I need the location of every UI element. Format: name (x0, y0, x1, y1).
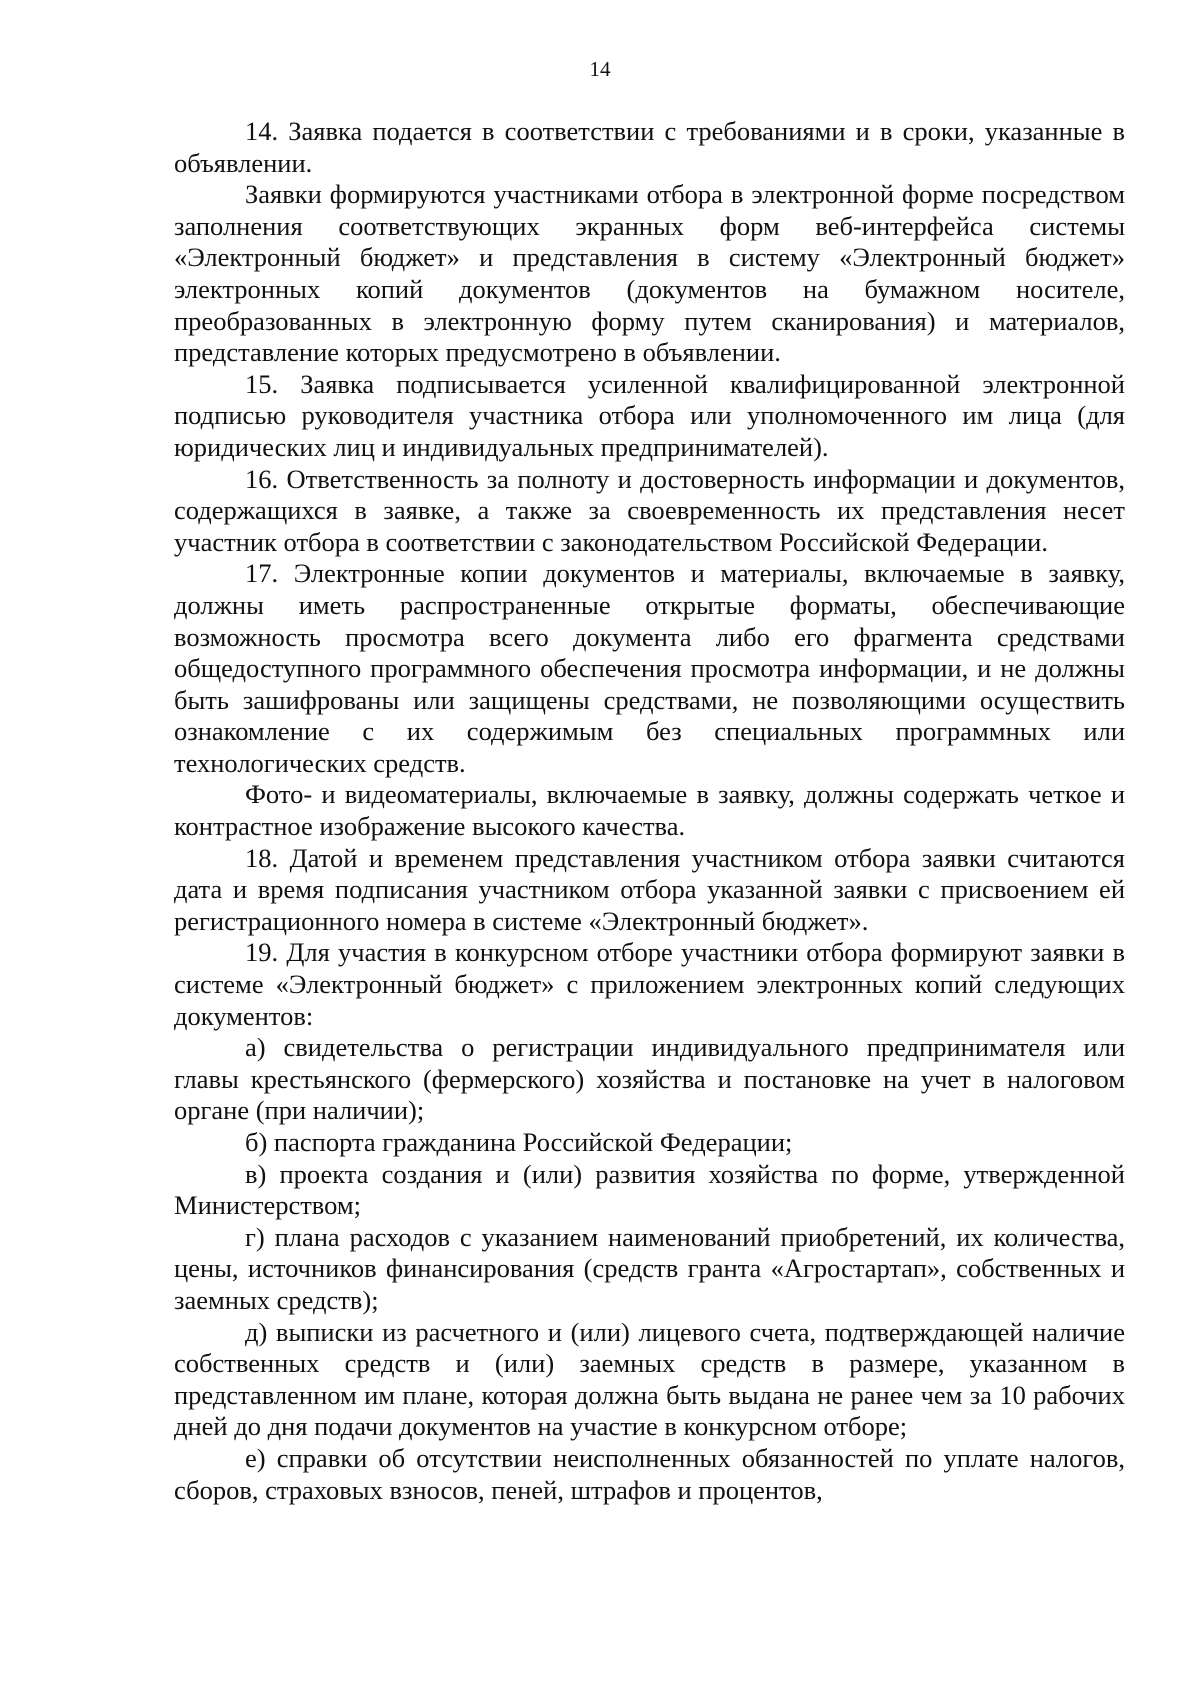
list-item-g: г) плана расходов с указанием наименований приобретений, их количества, цены, источников финансирования (средств гранта «Агростартап», собственных и заемных средств); (174, 1221, 1125, 1315)
list-item-a: а) свидетельства о регистрации индивидуального предпринимателя или главы крестьянского (фермерского) хозяйства и постановке на учет в налоговом органе (при наличии); (174, 1032, 1125, 1126)
list-item-v: в) проекта создания и (или) развития хозяйства по форме, утвержденной Министерством; (174, 1158, 1125, 1221)
paragraph-18: 18. Датой и временем представления участником отбора заявки считаются дата и время подписания участником отбора указанной заявки с присвоением ей регистрационного номера в системе «Электронный бюджет». (174, 842, 1125, 936)
paragraph-17: 17. Электронные копии документов и материалы, включаемые в заявку, должны иметь распространенные открытые форматы, обеспечивающие возможность просмотра всего документа либо его фрагмента средствами общедоступного программного обеспечения просмотра информации, и не должны быть зашифрованы или защищены средствами, не позволяющими осуществить ознакомление с их содержимым без специальных программных или технологических средств. (174, 558, 1125, 778)
paragraph-15: 15. Заявка подписывается усиленной квалифицированной электронной подписью руководителя участника отбора или уполномоченного им лица (для юридических лиц и индивидуальных предпринимателей). (174, 368, 1125, 462)
list-item-e: е) справки об отсутствии неисполненных обязанностей по уплате налогов, сборов, страховых взносов, пеней, штрафов и процентов, (174, 1442, 1125, 1505)
list-item-d: д) выписки из расчетного и (или) лицевого счета, подтверждающей наличие собственных средств и (или) заемных средств в размере, указанном в представленном им плане, которая должна быть выдана не ранее чем за 10 рабочих дней до дня подачи документов на участие в конкурсном отборе; (174, 1316, 1125, 1442)
paragraph-19: 19. Для участия в конкурсном отборе участники отбора формируют заявки в системе «Электронный бюджет» с приложением электронных копий следующих документов: (174, 937, 1125, 1031)
document-body (174, 116, 1125, 1506)
paragraph-photo-video: Фото- и видеоматериалы, включаемые в заявку, должны содержать четкое и контрастное изображение высокого качества. (174, 779, 1125, 842)
paragraph-14: 14. Заявка подается в соответствии с требованиями и в сроки, указанные в объявлении. (174, 116, 1125, 178)
paragraph-16: 16. Ответственность за полноту и достоверность информации и документов, содержащихся в заявке, а также за своевременность их представления несет участник отбора в соответствии с законодательством Российской Федерации. (174, 463, 1125, 557)
paragraph-application-forming: Заявки формируются участниками отбора в электронной форме посредством заполнения соответствующих экранных форм веб-интерфейса системы «Электронный бюджет» и представления в систему «Электронный бюджет» электронных копий документов (документов на бумажном носителе, преобразованных в электронную форму путем сканирования) и материалов, представление которых предусмотрено в объявлении. (174, 179, 1125, 368)
page-number: 14 (589, 57, 611, 81)
list-item-b: б) паспорта гражданина Российской Федерации; (245, 1127, 793, 1157)
